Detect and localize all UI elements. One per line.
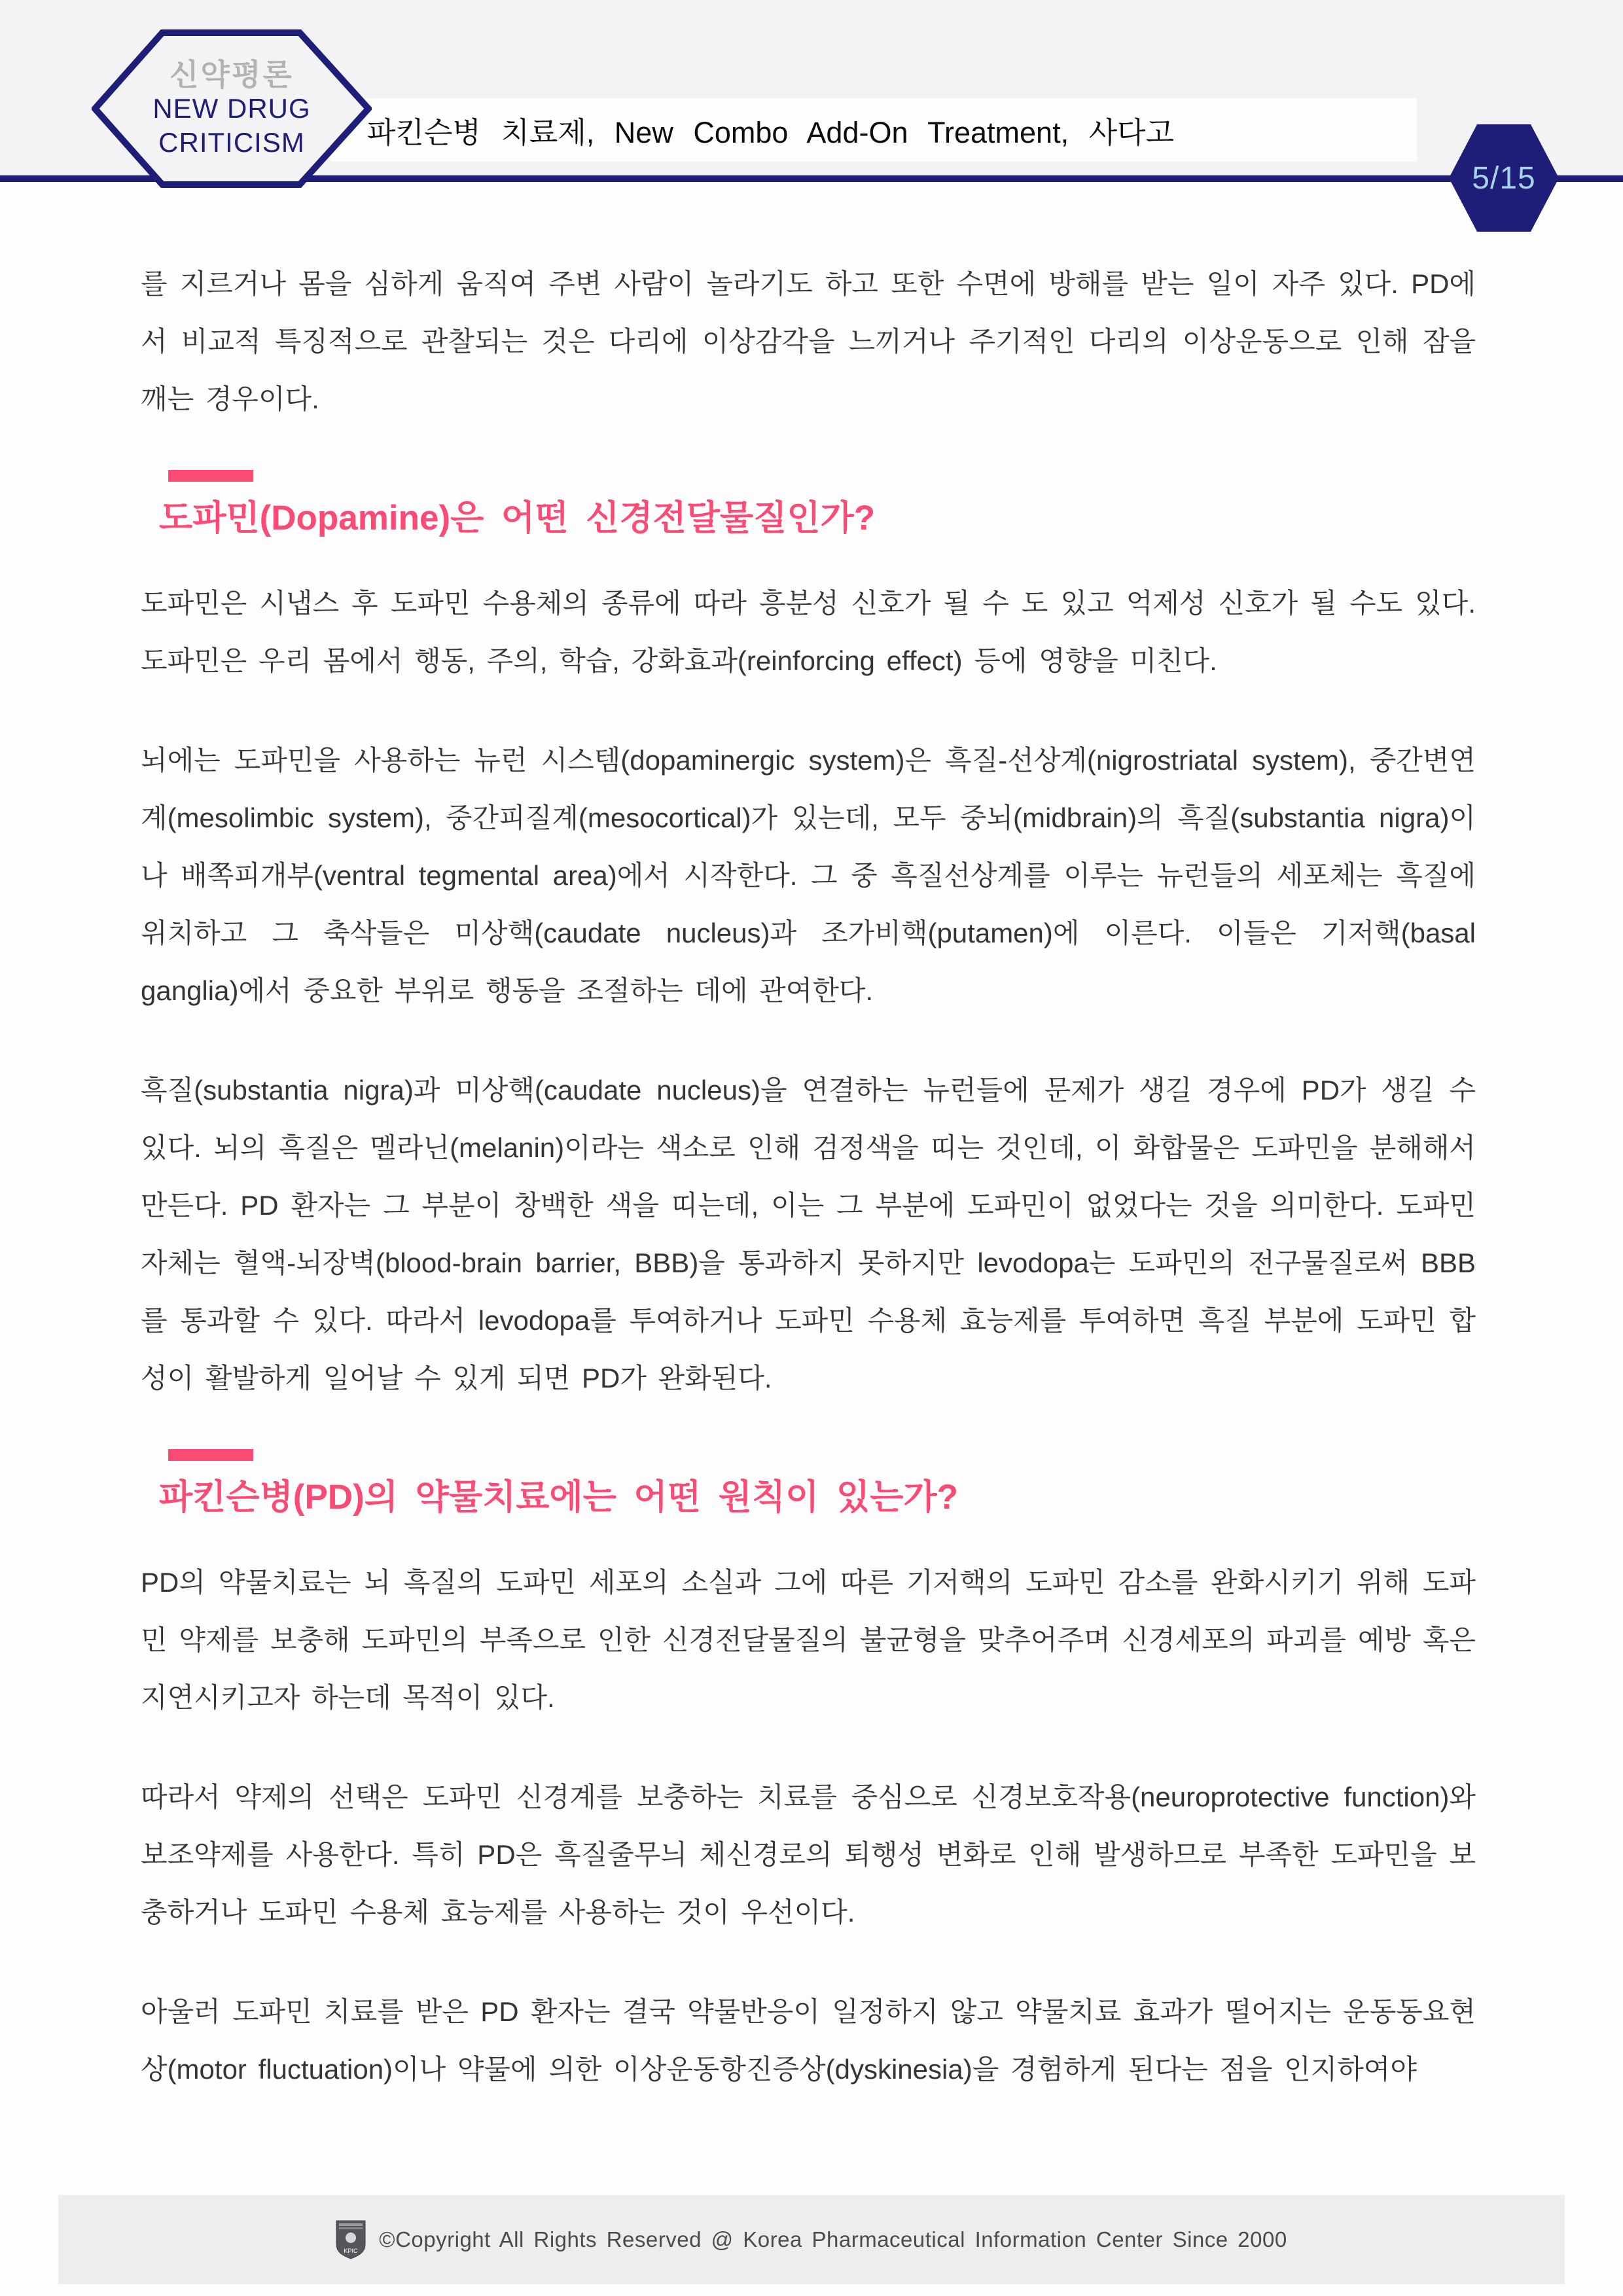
section-heading-dopamine: 도파민(Dopamine)은 어떤 신경전달물질인가? (159, 499, 876, 537)
brand-logo (92, 29, 372, 188)
page-number: 5/15 (1472, 160, 1536, 196)
section-dash (168, 1449, 253, 1461)
paragraph: 도파민은 시냅스 후 도파민 수용체의 종류에 따라 흥분성 신호가 될 수 도 있고 억제성 신호가 될 수도 있다. 도파민은 우리 몸에서 행동, 주의, 학습, 강화효과(reinforcing effect) 등에 영향을 미친다. (141, 588, 1476, 676)
paragraph-intro: 를 지르거나 몸을 심하게 움직여 주변 사람이 놀라기도 하고 또한 수면에 방해를 받는 일이 자주 있다. PD에서 비교적 특징적으로 관찰되는 것은 다리에 이상감각을 느끼거나 주기적인 다리의 이상운동으로 인해 잠을 깨는 경우이다. (141, 268, 1476, 414)
logo-korean-label: 신약평론 (169, 58, 294, 92)
copyright-text: ©Copyright All Rights Reserved @ Korea Pharmaceutical Information Center Since 2000 (379, 2227, 1287, 2251)
kpic-logo-label: KPIC (344, 2248, 358, 2254)
paragraph: 아울러 도파민 치료를 받은 PD 환자는 결국 약물반응이 일정하지 않고 약물치료 효과가 떨어지는 운동동요현상(motor fluctuation)이나 약물에 의한 이상운동항진증상(dyskinesia)을 경험하게 된다는 점을 인지하여야 (141, 1996, 1476, 2085)
paragraph: 뇌에는 도파민을 사용하는 뉴런 시스템(dopaminergic system)은 흑질-선상계(nigrostriatal system), 중간변연계(mesolimbic system), 중간피질계(mesocortical)가 있는데, 모두 중뇌(midbrain)의 흑질(substantia nigra)이나 배쪽피개부(ventral tegmental area)에서 시작한다. 그 중 흑질선상계를 이루는 뉴런들의 세포체는 흑질에 위치하고 그 축삭들은 미상핵(caudate nucleus)과 조가비핵(putamen)에 이른다. 이들은 기저핵(basal ganglia)에서 중요한 부위로 행동을 조절하는 데에 관여한다. (141, 745, 1476, 1006)
logo-english-line1: NEW DRUG (152, 93, 311, 124)
logo-english-line2: CRITICISM (158, 127, 305, 158)
footer-band (58, 2195, 1565, 2284)
paragraph: 따라서 약제의 선택은 도파민 신경계를 보충하는 치료를 중심으로 신경보호작용(neuroprotective function)와 보조약제를 사용한다. 특히 PD은 흑질줄무늬 체신경로의 퇴행성 변화로 인해 발생하므로 부족한 도파민을 보충하거나 도파민 수용체 효능제를 사용하는 것이 우선이다. (141, 1782, 1476, 1928)
page-title: 파킨슨병 치료제, New Combo Add-On Treatment, 사다고 (367, 116, 1174, 149)
document-body (0, 178, 1623, 2140)
kpic-logo (336, 2220, 366, 2259)
page-number-badge (1448, 123, 1560, 233)
paragraph: 흑질(substantia nigra)과 미상핵(caudate nucleus)을 연결하는 뉴런들에 문제가 생길 경우에 PD가 생길 수 있다. 뇌의 흑질은 멜라닌(melanin)이라는 색소로 인해 검정색을 띠는 것인데, 이 화합물은 도파민을 분해해서 만든다. PD 환자는 그 부분이 창백한 색을 띠는데, 이는 그 부분에 도파민이 없었다는 것을 의미한다. 도파민 자체는 혈액-뇌장벽(blood-brain barrier, BBB)을 통과하지 못하지만 levodopa는 도파민의 전구물질로써 BBB를 통과할 수 있다. 따라서 levodopa를 투여하거나 도파민 수용체 효능제를 투여하면 흑질 부분에 도파민 합성이 활발하게 일어날 수 있게 되면 PD가 완화된다. (141, 1075, 1476, 1393)
section-pd-treatment (141, 1449, 1476, 2098)
section-dash (168, 470, 253, 482)
section-heading-pd-treatment: 파킨슨병(PD)의 약물치료에는 어떤 원칙이 있는가? (159, 1478, 958, 1516)
paragraph: PD의 약물치료는 뇌 흑질의 도파민 세포의 소실과 그에 따른 기저핵의 도파민 감소를 완화시키기 위해 도파민 약제를 보충해 도파민의 부족으로 인한 신경전달물질의 불균형을 맞추어주며 신경세포의 파괴를 예방 혹은 지연시키고자 하는데 목적이 있다. (141, 1567, 1476, 1713)
header-title-box (330, 98, 1417, 162)
section-dopamine (141, 470, 1476, 1407)
